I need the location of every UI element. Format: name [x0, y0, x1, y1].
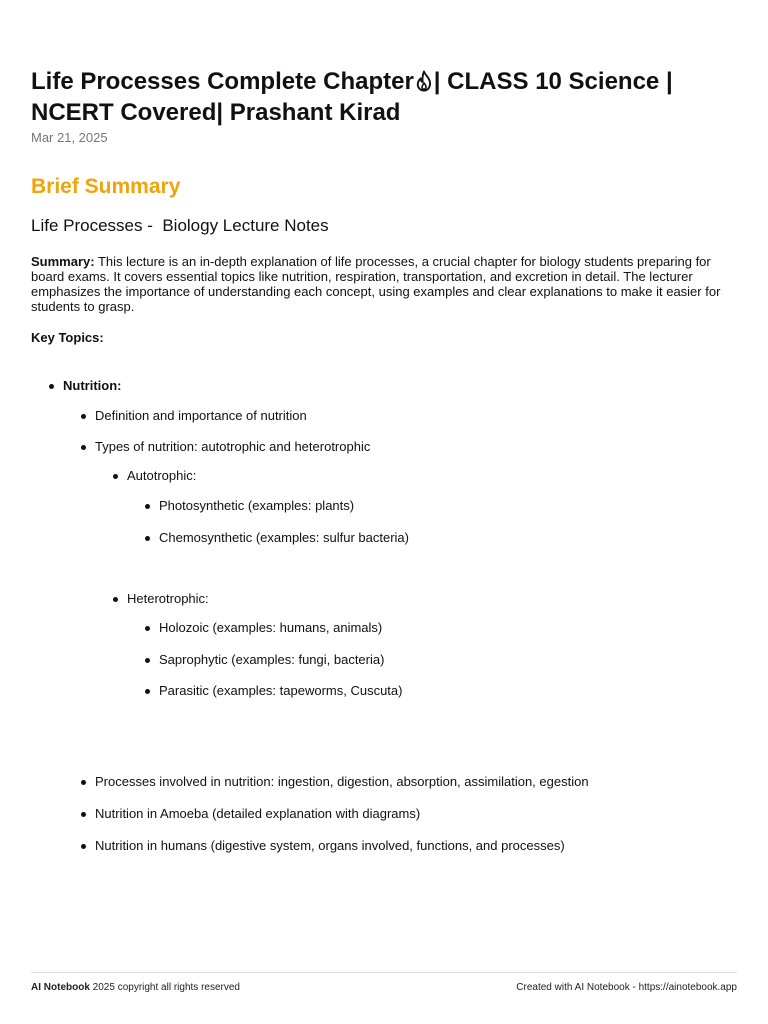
list-item-chemosynthetic: Chemosynthetic (examples: sulfur bacteria)	[159, 530, 409, 545]
footer-copyright	[31, 982, 240, 993]
title-part-1: Life Processes Complete Chapter	[31, 68, 414, 95]
footer-created-with: Created with AI Notebook - https://ainotebook.app	[516, 982, 737, 993]
list-item-autotrophic: Autotrophic:	[127, 468, 197, 483]
list-item-humans: Nutrition in humans (digestive system, organs involved, functions, and processes)	[95, 838, 565, 853]
list-item-holozoic: Holozoic (examples: humans, animals)	[159, 620, 383, 635]
list-item-parasitic: Parasitic (examples: tapeworms, Cuscuta)	[159, 683, 403, 698]
page-title	[31, 68, 731, 127]
footer-copyright-text: 2025 copyright all rights reserved	[92, 982, 240, 993]
footer-divider	[31, 972, 737, 973]
summary-label: Summary:	[31, 254, 95, 269]
list-item-heterotrophic: Heterotrophic:	[127, 591, 209, 606]
list-item-definition: Definition and importance of nutrition	[95, 408, 307, 423]
fire-icon	[414, 70, 434, 99]
footer-brand: AI Notebook	[31, 982, 90, 993]
summary-text: This lecture is an in-depth explanation of life processes, a crucial chapter for biology students preparing for board exams. It covers essential topics like nutrition, respiration, transportation, and excretion in detail. The lecturer emphasizes the importance of understanding each concept, using examples and clear explanations to make it easier for students to grasp.	[31, 254, 721, 314]
notes-heading: Life Processes - Biology Lecture Notes	[31, 216, 329, 235]
summary-paragraph	[31, 254, 737, 314]
list-item-saprophytic: Saprophytic (examples: fungi, bacteria)	[159, 652, 385, 667]
list-item-types: Types of nutrition: autotrophic and heterotrophic	[95, 439, 371, 454]
list-item-amoeba: Nutrition in Amoeba (detailed explanation with diagrams)	[95, 806, 421, 821]
key-topics-label: Key Topics:	[31, 330, 104, 345]
list-item-photosynthetic: Photosynthetic (examples: plants)	[159, 498, 355, 513]
title-part-2: | CLASS 10 Science | NCERT Covered| Prashant Kirad	[31, 68, 673, 126]
brief-summary-heading: Brief Summary	[31, 175, 181, 198]
publish-date: Mar 21, 2025	[31, 130, 108, 145]
list-item-nutrition: Nutrition:	[63, 378, 122, 393]
list-item-processes: Processes involved in nutrition: ingestion, digestion, absorption, assimilation, egestion	[95, 774, 589, 789]
